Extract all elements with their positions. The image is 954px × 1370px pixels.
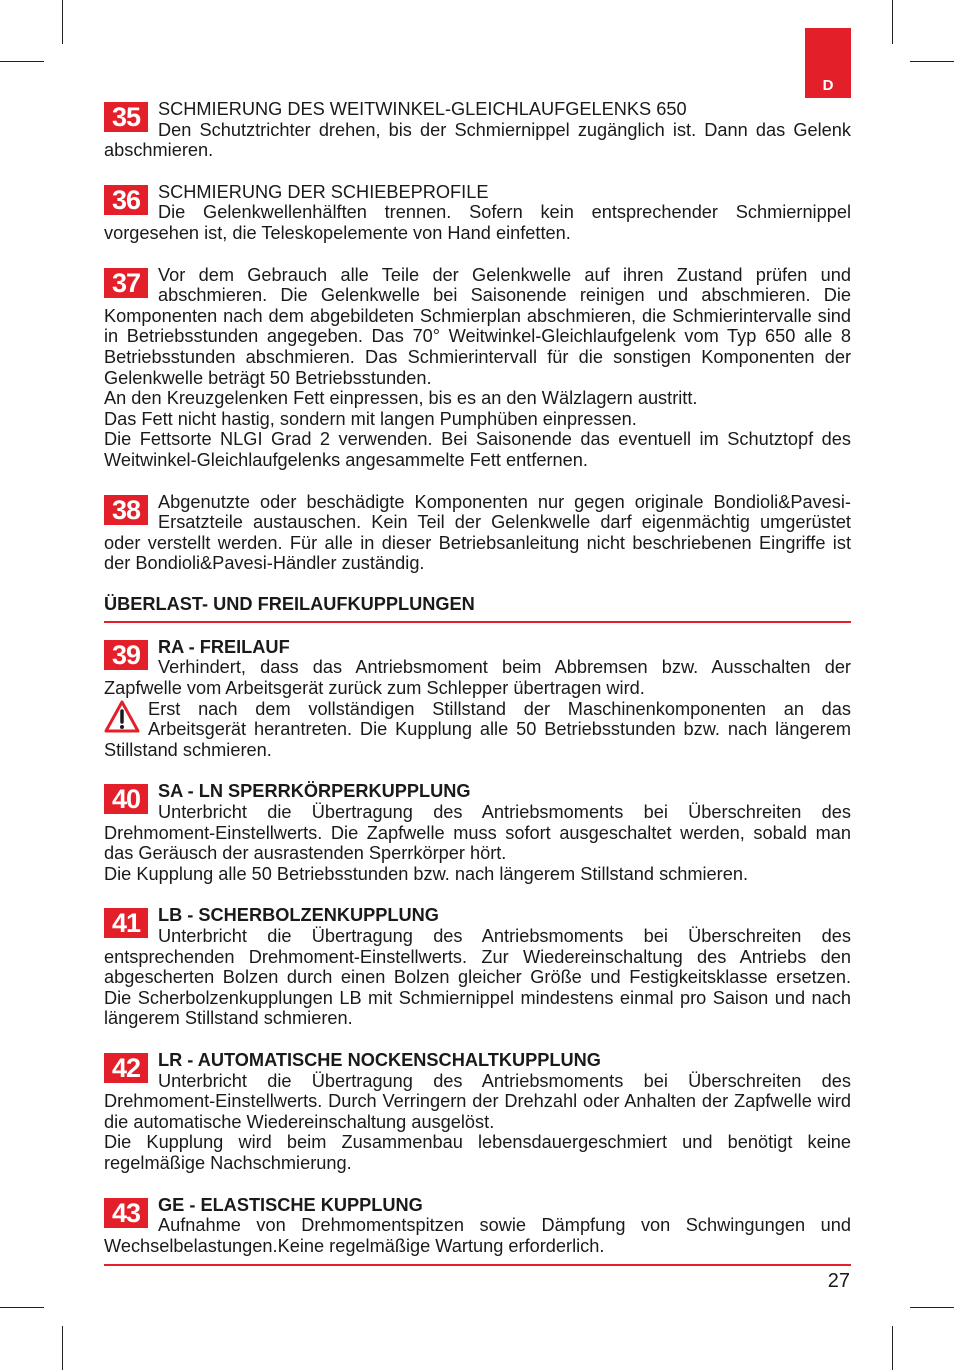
section-title: LR - AUTOMATISCHE NOCKENSCHALTKUPPLUNG [158, 1049, 601, 1070]
step-number-badge: 40 [104, 784, 148, 814]
section-title: SCHMIERUNG DER SCHIEBEPROFILE [158, 181, 489, 202]
language-label: D [822, 77, 834, 94]
warning-triangle-icon [104, 700, 140, 734]
section-heading: ÜBERLAST- UND FREILAUFKUPPLUNGEN [104, 594, 851, 623]
crop-mark [0, 61, 44, 62]
section-text: Den Schutztrichter drehen, bis der Schmiernippel zugänglich ist. Dann das Gelenk abschmieren. [104, 119, 851, 161]
language-tab [805, 28, 851, 98]
section-text: Aufnahme von Drehmomentspitzen sowie Dämpfung von Schwingungen und Wechselbelastungen.Keine regelmäßige Wartung erforderlich. [104, 1215, 851, 1256]
step-number-badge: 38 [104, 495, 148, 525]
section-text: Die Kupplung alle 50 Betriebsstunden bzw. nach längerem Stillstand schmieren. [104, 863, 749, 884]
section-text: Unterbricht die Übertragung des Antriebsmoments bei Überschreiten des entsprechenden Drehmoment-Einstellwerts. Zur Wiedereinschaltung des Antriebs den abgescherten Bolzen durch einen Bolzen gleicher Größe und Festigkeitsklasse ersetzen. Die Scherbolzenkupplungen LB mit Schmiernippel mindestens einmal pro Saison und nach längerem Stillstand schmieren. [104, 926, 851, 1029]
step-number-badge: 36 [104, 185, 148, 215]
section-text: Die Kupplung wird beim Zusammenbau lebensdauergeschmiert und benötigt keine regelmäßige Nachschmierung. [104, 1132, 851, 1173]
step-number-badge: 43 [104, 1198, 148, 1228]
page-number: 27 [827, 1270, 850, 1292]
section-37 [104, 265, 851, 471]
page-content [104, 99, 851, 1256]
step-number-badge: 39 [104, 640, 148, 670]
section-title: SCHMIERUNG DES WEITWINKEL-GLEICHLAUFGELENKS 650 [158, 99, 687, 119]
step-number-badge: 35 [104, 102, 148, 132]
section-text: An den Kreuzgelenken Fett einpressen, bis es an den Wälzlagern austritt. [104, 388, 698, 409]
section-text: Unterbricht die Übertragung des Antriebsmoments bei Überschreiten des Drehmoment-Einstellwerts. Die Zapfwelle muss sofort ausgeschaltet werden, sobald man das Geräusch der ausrastenden Sperrkörper hört. [104, 802, 851, 864]
section-title: SA - LN SPERRKÖRPERKUPPLUNG [158, 781, 471, 802]
section-35 [104, 99, 851, 161]
step-number-badge: 42 [104, 1053, 148, 1083]
crop-mark [910, 61, 954, 62]
crop-mark [892, 0, 893, 44]
crop-mark [62, 0, 63, 44]
section-title: RA - FREILAUF [158, 636, 290, 657]
section-39 [104, 637, 851, 761]
section-text: Das Fett nicht hastig, sondern mit langen Pumphüben einpressen. [104, 408, 637, 429]
section-text: Die Fettsorte NLGI Grad 2 verwenden. Bei Saisonende das eventuell im Schutztopf des Weitwinkel-Gleichlaufgelenks angesammelte Fett entfernen. [104, 429, 851, 470]
crop-mark [892, 1326, 893, 1370]
section-text: Unterbricht die Übertragung des Antriebsmoments bei Überschreiten des Drehmoment-Einstellwerts. Durch Verringern der Drehzahl oder Anhalten der Zapfwelle wird die automatische Wiedereinschaltung ausgelöst. [104, 1070, 851, 1132]
crop-mark [910, 1307, 954, 1308]
section-43 [104, 1195, 851, 1257]
section-42 [104, 1050, 851, 1174]
crop-mark [0, 1307, 44, 1308]
section-text: Verhindert, dass das Antriebsmoment beim Abbremsen bzw. Ausschalten der Zapfwelle vom Arbeitsgerät zurück zum Schlepper übertragen wird. [104, 657, 851, 699]
section-text: Vor dem Gebrauch alle Teile der Gelenkwelle auf ihren Zustand prüfen und abschmieren. Die Gelenkwelle bei Saisonende reinigen und abschmieren. Die Komponenten nach dem abgebildeten Schmierplan abschmieren, die Schmierintervalle sind in Betriebsstunden angegeben. Das 70° Weitwinkel-Gleichlaufgelenk vom Typ 650 alle 8 Betriebsstunden abschmieren. Das Schmierintervall für die sonstigen Komponenten der Gelenkwelle beträgt 50 Betriebsstunden. [104, 264, 851, 388]
section-title: LB - SCHERBOLZENKUPPLUNG [158, 905, 439, 926]
section-36 [104, 182, 851, 244]
warning-text: Erst nach dem vollständigen Stillstand der Maschinenkomponenten an das Arbeitsgerät herantreten. Die Kupplung alle 50 Betriebsstunden bzw. nach längerem Stillstand schmieren. [104, 698, 851, 760]
section-title: GE - ELASTISCHE KUPPLUNG [158, 1194, 423, 1215]
section-text: Die Gelenkwellenhälften trennen. Sofern kein entsprechender Schmiernippel vorgesehen ist, die Teleskopelemente von Hand einfetten. [104, 202, 851, 243]
section-text: Abgenutzte oder beschädigte Komponenten nur gegen originale Bondioli&Pavesi-Ersatzteile austauschen. Kein Teil der Gelenkwelle darf eigenmächtig umgerüstet oder verstellt werden. Für alle in dieser Betriebsanleitung nicht beschriebenen Eingriffe ist der Bondioli&Pavesi-Händler zuständig. [104, 491, 851, 574]
section-38 [104, 492, 851, 574]
crop-mark [62, 1326, 63, 1370]
step-number-badge: 37 [104, 268, 148, 298]
footer-rule [104, 1264, 851, 1266]
section-40 [104, 781, 851, 884]
step-number-badge: 41 [104, 908, 148, 938]
section-41 [104, 905, 851, 1029]
